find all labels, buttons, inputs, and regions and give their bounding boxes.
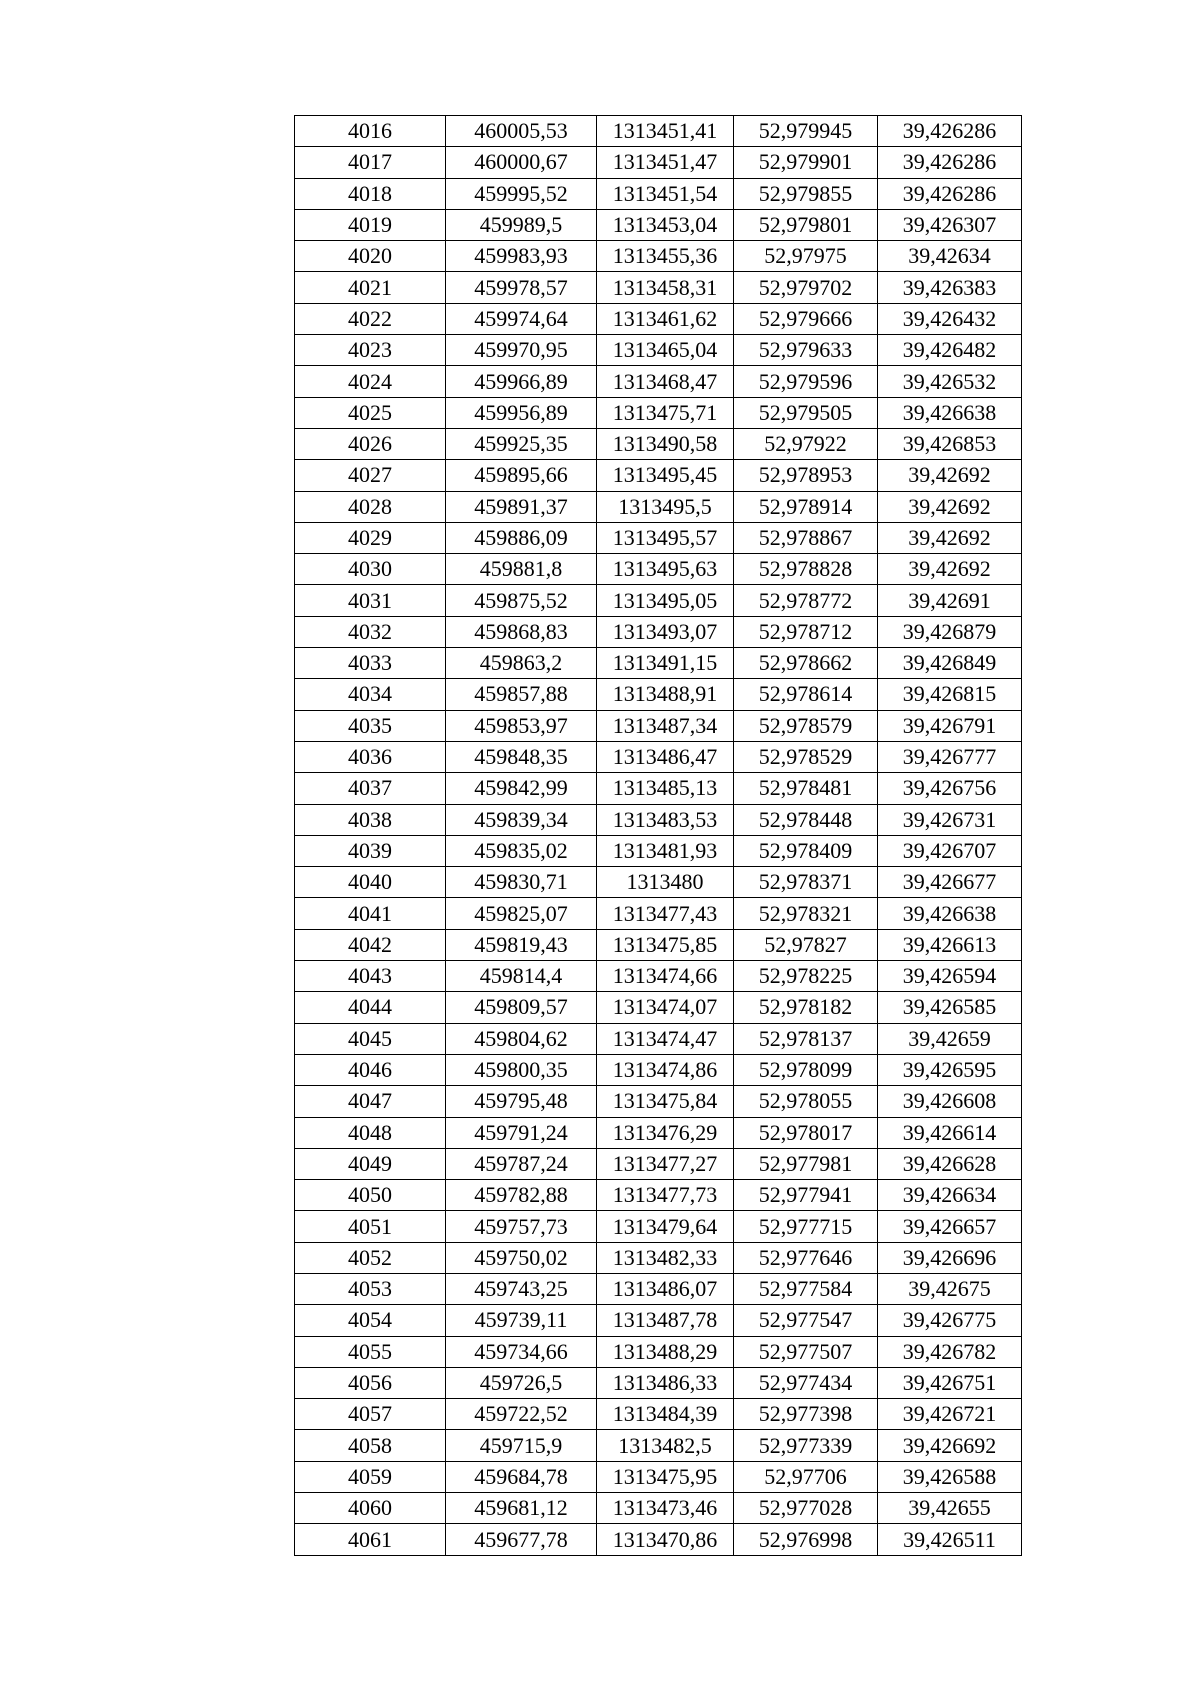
longitude-cell: 39,42692 [878, 460, 1022, 491]
latitude-cell: 52,97922 [734, 428, 878, 459]
y-coordinate-cell: 1313481,93 [597, 835, 734, 866]
x-coordinate-cell: 459966,89 [446, 366, 597, 397]
y-coordinate-cell: 1313486,33 [597, 1367, 734, 1398]
point-number-cell: 4027 [295, 460, 446, 491]
x-coordinate-cell: 459734,66 [446, 1336, 597, 1367]
table-row [295, 929, 1022, 960]
table-row [295, 648, 1022, 679]
point-number-cell: 4034 [295, 679, 446, 710]
longitude-cell: 39,426696 [878, 1242, 1022, 1273]
longitude-cell: 39,426777 [878, 741, 1022, 772]
table-row [295, 1493, 1022, 1524]
longitude-cell: 39,426511 [878, 1524, 1022, 1555]
latitude-cell: 52,978867 [734, 522, 878, 553]
y-coordinate-cell: 1313480 [597, 867, 734, 898]
table-row [295, 209, 1022, 240]
latitude-cell: 52,978712 [734, 616, 878, 647]
longitude-cell: 39,426638 [878, 898, 1022, 929]
point-number-cell: 4049 [295, 1148, 446, 1179]
x-coordinate-cell: 459800,35 [446, 1054, 597, 1085]
point-number-cell: 4032 [295, 616, 446, 647]
longitude-cell: 39,426482 [878, 335, 1022, 366]
coordinates-table [294, 115, 1022, 1556]
table-row [295, 147, 1022, 178]
longitude-cell: 39,42655 [878, 1493, 1022, 1524]
x-coordinate-cell: 459839,34 [446, 804, 597, 835]
table-row [295, 835, 1022, 866]
latitude-cell: 52,978614 [734, 679, 878, 710]
latitude-cell: 52,978321 [734, 898, 878, 929]
y-coordinate-cell: 1313455,36 [597, 241, 734, 272]
x-coordinate-cell: 459750,02 [446, 1242, 597, 1273]
table-row [295, 1336, 1022, 1367]
y-coordinate-cell: 1313461,62 [597, 303, 734, 334]
latitude-cell: 52,976998 [734, 1524, 878, 1555]
latitude-cell: 52,978099 [734, 1054, 878, 1085]
y-coordinate-cell: 1313495,5 [597, 491, 734, 522]
x-coordinate-cell: 459891,37 [446, 491, 597, 522]
x-coordinate-cell: 459881,8 [446, 554, 597, 585]
point-number-cell: 4061 [295, 1524, 446, 1555]
longitude-cell: 39,426638 [878, 397, 1022, 428]
latitude-cell: 52,978828 [734, 554, 878, 585]
table-row [295, 335, 1022, 366]
point-number-cell: 4033 [295, 648, 446, 679]
longitude-cell: 39,426775 [878, 1305, 1022, 1336]
latitude-cell: 52,978481 [734, 773, 878, 804]
coordinates-table-body [295, 116, 1022, 1556]
latitude-cell: 52,978953 [734, 460, 878, 491]
table-row [295, 1054, 1022, 1085]
table-row [295, 1086, 1022, 1117]
y-coordinate-cell: 1313486,47 [597, 741, 734, 772]
y-coordinate-cell: 1313486,07 [597, 1273, 734, 1304]
point-number-cell: 4026 [295, 428, 446, 459]
latitude-cell: 52,977584 [734, 1273, 878, 1304]
table-row [295, 397, 1022, 428]
y-coordinate-cell: 1313483,53 [597, 804, 734, 835]
longitude-cell: 39,426532 [878, 366, 1022, 397]
latitude-cell: 52,97975 [734, 241, 878, 272]
point-number-cell: 4035 [295, 710, 446, 741]
point-number-cell: 4053 [295, 1273, 446, 1304]
x-coordinate-cell: 459825,07 [446, 898, 597, 929]
longitude-cell: 39,426286 [878, 147, 1022, 178]
y-coordinate-cell: 1313488,29 [597, 1336, 734, 1367]
x-coordinate-cell: 459835,02 [446, 835, 597, 866]
longitude-cell: 39,426595 [878, 1054, 1022, 1085]
latitude-cell: 52,978371 [734, 867, 878, 898]
table-row [295, 1242, 1022, 1273]
x-coordinate-cell: 459726,5 [446, 1367, 597, 1398]
latitude-cell: 52,978662 [734, 648, 878, 679]
table-row [295, 616, 1022, 647]
point-number-cell: 4043 [295, 961, 446, 992]
y-coordinate-cell: 1313474,47 [597, 1023, 734, 1054]
x-coordinate-cell: 459809,57 [446, 992, 597, 1023]
x-coordinate-cell: 459791,24 [446, 1117, 597, 1148]
longitude-cell: 39,42692 [878, 522, 1022, 553]
latitude-cell: 52,97706 [734, 1461, 878, 1492]
y-coordinate-cell: 1313485,13 [597, 773, 734, 804]
longitude-cell: 39,42634 [878, 241, 1022, 272]
latitude-cell: 52,979633 [734, 335, 878, 366]
point-number-cell: 4056 [295, 1367, 446, 1398]
y-coordinate-cell: 1313475,84 [597, 1086, 734, 1117]
x-coordinate-cell: 459956,89 [446, 397, 597, 428]
longitude-cell: 39,426286 [878, 116, 1022, 147]
longitude-cell: 39,42691 [878, 585, 1022, 616]
latitude-cell: 52,977398 [734, 1399, 878, 1430]
x-coordinate-cell: 459863,2 [446, 648, 597, 679]
table-row [295, 1211, 1022, 1242]
x-coordinate-cell: 459814,4 [446, 961, 597, 992]
y-coordinate-cell: 1313475,71 [597, 397, 734, 428]
y-coordinate-cell: 1313487,34 [597, 710, 734, 741]
x-coordinate-cell: 459739,11 [446, 1305, 597, 1336]
latitude-cell: 52,977715 [734, 1211, 878, 1242]
latitude-cell: 52,977339 [734, 1430, 878, 1461]
longitude-cell: 39,42659 [878, 1023, 1022, 1054]
point-number-cell: 4052 [295, 1242, 446, 1273]
y-coordinate-cell: 1313495,63 [597, 554, 734, 585]
longitude-cell: 39,426634 [878, 1180, 1022, 1211]
x-coordinate-cell: 459830,71 [446, 867, 597, 898]
y-coordinate-cell: 1313451,47 [597, 147, 734, 178]
y-coordinate-cell: 1313474,07 [597, 992, 734, 1023]
longitude-cell: 39,426756 [878, 773, 1022, 804]
y-coordinate-cell: 1313476,29 [597, 1117, 734, 1148]
longitude-cell: 39,426608 [878, 1086, 1022, 1117]
latitude-cell: 52,978182 [734, 992, 878, 1023]
x-coordinate-cell: 460005,53 [446, 116, 597, 147]
longitude-cell: 39,426751 [878, 1367, 1022, 1398]
y-coordinate-cell: 1313495,57 [597, 522, 734, 553]
point-number-cell: 4046 [295, 1054, 446, 1085]
x-coordinate-cell: 459684,78 [446, 1461, 597, 1492]
y-coordinate-cell: 1313479,64 [597, 1211, 734, 1242]
point-number-cell: 4051 [295, 1211, 446, 1242]
x-coordinate-cell: 460000,67 [446, 147, 597, 178]
y-coordinate-cell: 1313451,41 [597, 116, 734, 147]
point-number-cell: 4058 [295, 1430, 446, 1461]
table-row [295, 178, 1022, 209]
table-row [295, 961, 1022, 992]
latitude-cell: 52,979702 [734, 272, 878, 303]
longitude-cell: 39,426383 [878, 272, 1022, 303]
point-number-cell: 4021 [295, 272, 446, 303]
point-number-cell: 4024 [295, 366, 446, 397]
table-row [295, 1180, 1022, 1211]
table-row [295, 898, 1022, 929]
y-coordinate-cell: 1313473,46 [597, 1493, 734, 1524]
table-row [295, 1430, 1022, 1461]
y-coordinate-cell: 1313490,58 [597, 428, 734, 459]
x-coordinate-cell: 459895,66 [446, 460, 597, 491]
y-coordinate-cell: 1313453,04 [597, 209, 734, 240]
latitude-cell: 52,977507 [734, 1336, 878, 1367]
x-coordinate-cell: 459925,35 [446, 428, 597, 459]
x-coordinate-cell: 459974,64 [446, 303, 597, 334]
point-number-cell: 4025 [295, 397, 446, 428]
point-number-cell: 4044 [295, 992, 446, 1023]
table-row [295, 491, 1022, 522]
x-coordinate-cell: 459804,62 [446, 1023, 597, 1054]
longitude-cell: 39,426614 [878, 1117, 1022, 1148]
x-coordinate-cell: 459795,48 [446, 1086, 597, 1117]
point-number-cell: 4029 [295, 522, 446, 553]
table-row [295, 366, 1022, 397]
y-coordinate-cell: 1313487,78 [597, 1305, 734, 1336]
y-coordinate-cell: 1313475,85 [597, 929, 734, 960]
table-row [295, 1023, 1022, 1054]
y-coordinate-cell: 1313474,86 [597, 1054, 734, 1085]
table-row [295, 867, 1022, 898]
longitude-cell: 39,426594 [878, 961, 1022, 992]
x-coordinate-cell: 459983,93 [446, 241, 597, 272]
table-row [295, 741, 1022, 772]
point-number-cell: 4059 [295, 1461, 446, 1492]
table-row [295, 710, 1022, 741]
x-coordinate-cell: 459819,43 [446, 929, 597, 960]
y-coordinate-cell: 1313451,54 [597, 178, 734, 209]
x-coordinate-cell: 459868,83 [446, 616, 597, 647]
longitude-cell: 39,426791 [878, 710, 1022, 741]
point-number-cell: 4042 [295, 929, 446, 960]
latitude-cell: 52,978137 [734, 1023, 878, 1054]
x-coordinate-cell: 459743,25 [446, 1273, 597, 1304]
y-coordinate-cell: 1313491,15 [597, 648, 734, 679]
x-coordinate-cell: 459848,35 [446, 741, 597, 772]
longitude-cell: 39,426585 [878, 992, 1022, 1023]
table-row [295, 1367, 1022, 1398]
longitude-cell: 39,426815 [878, 679, 1022, 710]
longitude-cell: 39,426286 [878, 178, 1022, 209]
latitude-cell: 52,978409 [734, 835, 878, 866]
latitude-cell: 52,979855 [734, 178, 878, 209]
longitude-cell: 39,426657 [878, 1211, 1022, 1242]
y-coordinate-cell: 1313488,91 [597, 679, 734, 710]
y-coordinate-cell: 1313482,5 [597, 1430, 734, 1461]
y-coordinate-cell: 1313495,45 [597, 460, 734, 491]
latitude-cell: 52,979666 [734, 303, 878, 334]
y-coordinate-cell: 1313474,66 [597, 961, 734, 992]
y-coordinate-cell: 1313458,31 [597, 272, 734, 303]
longitude-cell: 39,426613 [878, 929, 1022, 960]
point-number-cell: 4020 [295, 241, 446, 272]
y-coordinate-cell: 1313482,33 [597, 1242, 734, 1273]
point-number-cell: 4060 [295, 1493, 446, 1524]
table-row [295, 679, 1022, 710]
latitude-cell: 52,977941 [734, 1180, 878, 1211]
point-number-cell: 4045 [295, 1023, 446, 1054]
y-coordinate-cell: 1313475,95 [597, 1461, 734, 1492]
latitude-cell: 52,978017 [734, 1117, 878, 1148]
longitude-cell: 39,426879 [878, 616, 1022, 647]
longitude-cell: 39,426432 [878, 303, 1022, 334]
table-row [295, 1461, 1022, 1492]
point-number-cell: 4016 [295, 116, 446, 147]
table-row [295, 992, 1022, 1023]
table-row [295, 804, 1022, 835]
table-row [295, 773, 1022, 804]
x-coordinate-cell: 459978,57 [446, 272, 597, 303]
x-coordinate-cell: 459722,52 [446, 1399, 597, 1430]
latitude-cell: 52,978225 [734, 961, 878, 992]
table-row [295, 116, 1022, 147]
point-number-cell: 4050 [295, 1180, 446, 1211]
y-coordinate-cell: 1313477,73 [597, 1180, 734, 1211]
x-coordinate-cell: 459787,24 [446, 1148, 597, 1179]
latitude-cell: 52,977434 [734, 1367, 878, 1398]
latitude-cell: 52,979901 [734, 147, 878, 178]
latitude-cell: 52,978529 [734, 741, 878, 772]
y-coordinate-cell: 1313477,27 [597, 1148, 734, 1179]
x-coordinate-cell: 459715,9 [446, 1430, 597, 1461]
point-number-cell: 4023 [295, 335, 446, 366]
longitude-cell: 39,426707 [878, 835, 1022, 866]
point-number-cell: 4047 [295, 1086, 446, 1117]
longitude-cell: 39,426849 [878, 648, 1022, 679]
x-coordinate-cell: 459886,09 [446, 522, 597, 553]
x-coordinate-cell: 459782,88 [446, 1180, 597, 1211]
y-coordinate-cell: 1313484,39 [597, 1399, 734, 1430]
latitude-cell: 52,978448 [734, 804, 878, 835]
longitude-cell: 39,426692 [878, 1430, 1022, 1461]
point-number-cell: 4040 [295, 867, 446, 898]
latitude-cell: 52,979596 [734, 366, 878, 397]
table-row [295, 1399, 1022, 1430]
latitude-cell: 52,978772 [734, 585, 878, 616]
x-coordinate-cell: 459677,78 [446, 1524, 597, 1555]
point-number-cell: 4037 [295, 773, 446, 804]
longitude-cell: 39,42692 [878, 554, 1022, 585]
longitude-cell: 39,426853 [878, 428, 1022, 459]
table-row [295, 272, 1022, 303]
point-number-cell: 4019 [295, 209, 446, 240]
latitude-cell: 52,979505 [734, 397, 878, 428]
latitude-cell: 52,977646 [734, 1242, 878, 1273]
point-number-cell: 4028 [295, 491, 446, 522]
point-number-cell: 4030 [295, 554, 446, 585]
table-row [295, 460, 1022, 491]
x-coordinate-cell: 459995,52 [446, 178, 597, 209]
y-coordinate-cell: 1313495,05 [597, 585, 734, 616]
longitude-cell: 39,426677 [878, 867, 1022, 898]
point-number-cell: 4018 [295, 178, 446, 209]
y-coordinate-cell: 1313470,86 [597, 1524, 734, 1555]
y-coordinate-cell: 1313468,47 [597, 366, 734, 397]
point-number-cell: 4055 [295, 1336, 446, 1367]
latitude-cell: 52,979801 [734, 209, 878, 240]
x-coordinate-cell: 459681,12 [446, 1493, 597, 1524]
table-row [295, 522, 1022, 553]
point-number-cell: 4041 [295, 898, 446, 929]
point-number-cell: 4017 [295, 147, 446, 178]
x-coordinate-cell: 459989,5 [446, 209, 597, 240]
table-row [295, 303, 1022, 334]
point-number-cell: 4022 [295, 303, 446, 334]
longitude-cell: 39,426307 [878, 209, 1022, 240]
latitude-cell: 52,97827 [734, 929, 878, 960]
latitude-cell: 52,978914 [734, 491, 878, 522]
y-coordinate-cell: 1313465,04 [597, 335, 734, 366]
table-row [295, 1117, 1022, 1148]
table-row [295, 1305, 1022, 1336]
longitude-cell: 39,42675 [878, 1273, 1022, 1304]
point-number-cell: 4048 [295, 1117, 446, 1148]
longitude-cell: 39,426731 [878, 804, 1022, 835]
x-coordinate-cell: 459842,99 [446, 773, 597, 804]
latitude-cell: 52,977547 [734, 1305, 878, 1336]
y-coordinate-cell: 1313477,43 [597, 898, 734, 929]
x-coordinate-cell: 459853,97 [446, 710, 597, 741]
point-number-cell: 4039 [295, 835, 446, 866]
x-coordinate-cell: 459875,52 [446, 585, 597, 616]
point-number-cell: 4036 [295, 741, 446, 772]
longitude-cell: 39,426782 [878, 1336, 1022, 1367]
longitude-cell: 39,426628 [878, 1148, 1022, 1179]
latitude-cell: 52,977028 [734, 1493, 878, 1524]
x-coordinate-cell: 459857,88 [446, 679, 597, 710]
table-row [295, 554, 1022, 585]
table-row [295, 1524, 1022, 1555]
longitude-cell: 39,426588 [878, 1461, 1022, 1492]
point-number-cell: 4057 [295, 1399, 446, 1430]
latitude-cell: 52,977981 [734, 1148, 878, 1179]
table-row [295, 428, 1022, 459]
x-coordinate-cell: 459757,73 [446, 1211, 597, 1242]
table-row [295, 1148, 1022, 1179]
table-row [295, 1273, 1022, 1304]
longitude-cell: 39,42692 [878, 491, 1022, 522]
longitude-cell: 39,426721 [878, 1399, 1022, 1430]
table-row [295, 585, 1022, 616]
point-number-cell: 4031 [295, 585, 446, 616]
table-row [295, 241, 1022, 272]
y-coordinate-cell: 1313493,07 [597, 616, 734, 647]
latitude-cell: 52,978579 [734, 710, 878, 741]
point-number-cell: 4038 [295, 804, 446, 835]
latitude-cell: 52,978055 [734, 1086, 878, 1117]
point-number-cell: 4054 [295, 1305, 446, 1336]
latitude-cell: 52,979945 [734, 116, 878, 147]
x-coordinate-cell: 459970,95 [446, 335, 597, 366]
